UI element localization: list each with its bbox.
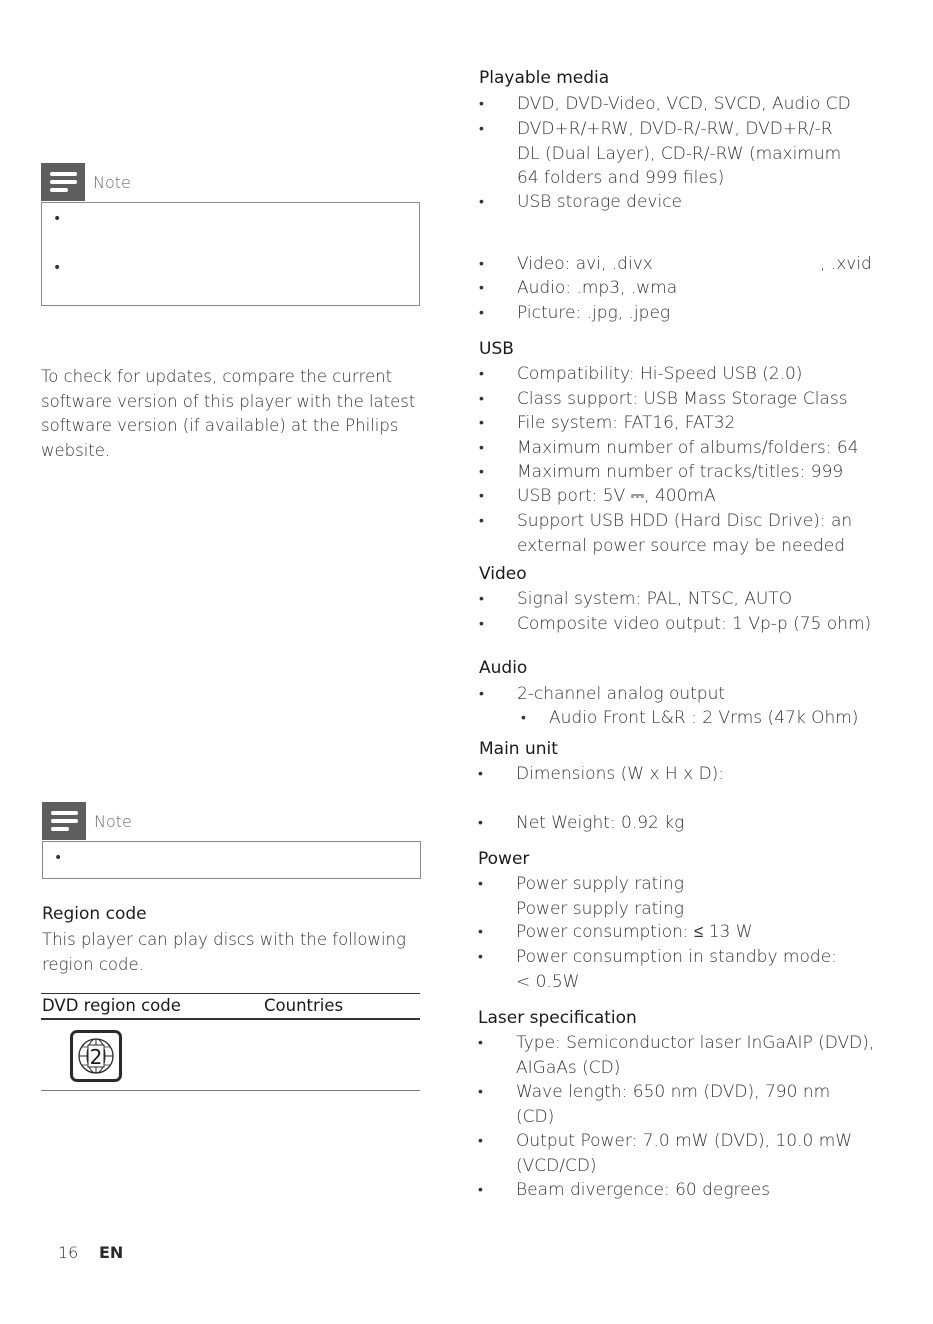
region-code-text: This player can play discs with the following region code. [42, 930, 406, 974]
note-icon [42, 802, 86, 840]
list-item: • USB port: 5V ⎓, 400mA [479, 486, 716, 506]
audio-title: Audio [479, 658, 528, 678]
note-label: Note [94, 811, 132, 831]
list-item: • File system: FAT16, FAT32 [479, 413, 736, 433]
laser-spec-title: Laser specification [478, 1008, 637, 1028]
list-item: • Support USB HDD (Hard Disc Drive): an external power source may be needed [479, 511, 853, 556]
main-unit-title: Main unit [479, 739, 558, 759]
list-item: • Maximum number of tracks/titles: 999 [479, 462, 844, 482]
table-top-rule [41, 993, 420, 994]
list-item: • DVD+R/+RW, DVD-R/-RW, DVD+R/-R DL (Dual Layer), CD-R/-RW (maximum 64 folders and 999 files) [479, 119, 842, 188]
region-number: 2 [89, 1045, 103, 1069]
region-2-icon [70, 1030, 122, 1082]
power-title: Power [478, 849, 530, 869]
note-box-1 [41, 202, 420, 306]
list-item-picture-format: • Picture: .jpg, .jpeg [479, 303, 671, 323]
bullet: • [54, 850, 63, 866]
video-format-tail: , .xvid [820, 254, 872, 274]
list-item: • Output Power: 7.0 mW (DVD), 10.0 mW (VCD/CD) [478, 1131, 853, 1176]
note-label: Note [93, 172, 131, 192]
note-icon [41, 163, 85, 201]
update-paragraph: To check for updates, compare the current software version of this player with the latest software version (if available) at the Philips website. [41, 367, 416, 460]
list-item: • Beam divergence: 60 degrees [478, 1180, 770, 1200]
list-item: • Type: Semiconductor laser InGaAIP (DVD), AIGaAs (CD) [478, 1033, 875, 1078]
list-item: • Signal system: PAL, NTSC, AUTO [479, 589, 793, 609]
list-item-audio-format: • Audio: .mp3, .wma [479, 278, 678, 298]
video-title: Video [479, 564, 527, 584]
usb-title: USB [479, 339, 514, 359]
list-item: • Net Weight: 0.92 kg [478, 813, 685, 833]
list-item: • Compatibility: Hi-Speed USB (2.0) [479, 364, 803, 384]
list-item: • Power consumption: ≤ 13 W [478, 922, 753, 942]
col-dvd-region-code: DVD region code [42, 996, 181, 1015]
language-code: EN [99, 1243, 124, 1262]
list-item: • Maximum number of albums/folders: 64 [479, 438, 859, 458]
table-header-rule [41, 1018, 420, 1020]
list-item: • Power consumption in standby mode: < 0.5W [478, 947, 837, 992]
list-item: • Class support: USB Mass Storage Class [479, 389, 848, 409]
list-item: • DVD, DVD-Video, VCD, SVCD, Audio CD [479, 94, 851, 114]
list-item: • Wave length: 650 nm (DVD), 790 nm (CD) [478, 1082, 831, 1127]
list-item: • 2-channel analog output [479, 684, 726, 704]
table-bottom-rule [41, 1090, 420, 1091]
page-number: 16 [58, 1243, 79, 1262]
bullet: • [53, 211, 62, 227]
bullet: • [53, 260, 62, 276]
list-item: • Power supply rating Power supply rating [478, 874, 684, 919]
list-subitem: • Audio Front L&R : 2 Vrms (47k Ohm) [521, 708, 859, 728]
list-item: • Composite video output: 1 Vp-p (75 ohm) [479, 614, 872, 634]
list-item-video-format: • Video: avi, .divx [479, 254, 653, 274]
note-header-1 [41, 165, 131, 199]
list-item: • USB storage device [479, 192, 683, 212]
note-box-2 [42, 841, 421, 879]
playable-media-title: Playable media [479, 68, 610, 88]
col-countries: Countries [264, 996, 344, 1015]
region-code-heading: Region code [42, 904, 147, 924]
note-header-2 [42, 804, 132, 838]
list-item: • Dimensions (W x H x D): [478, 764, 725, 784]
